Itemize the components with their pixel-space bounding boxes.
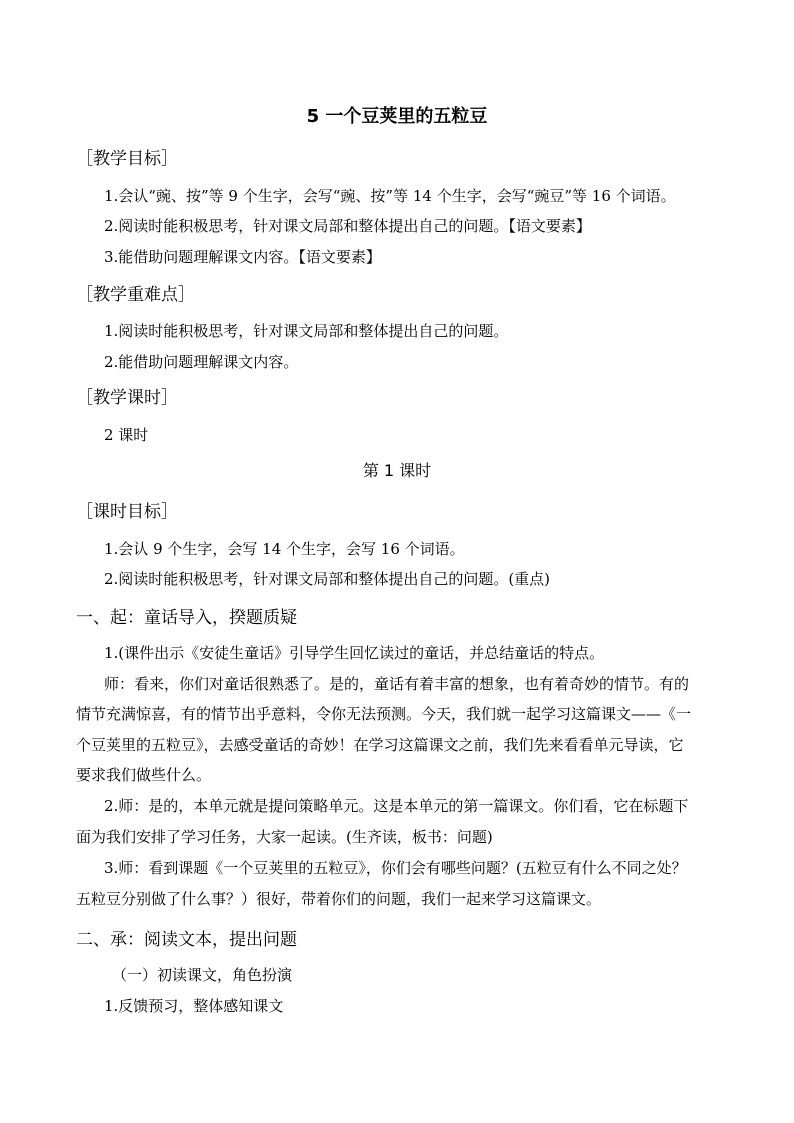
part1-heading: 一、起：童话导入，揆题质疑 [76,608,297,628]
key-point-item-1: 1.阅读时能积极思考，针对课文局部和整体提出自己的问题。 [104,322,509,340]
part1-line-6: 2.师：是的，本单元就是提问策略单元。这是本单元的第一篇课文。你们看，它在标题下 [104,797,689,815]
hours-value: 2 课时 [104,426,149,444]
part1-line-8: 3.师：看到课题《一个豆荚里的五粒豆》，你们会有哪些问题？(五粒豆有什么不同之处？ [104,859,687,877]
part2-subheading: （一）初读课文，角色扮演 [112,966,293,984]
part2-item-1: 1.反馈预习，整体感知课文 [104,997,284,1015]
part1-line-4: 个豆荚里的五粒豆》，去感受童话的奇妙！在学习这篇课文之前，我们先来看看单元导读，它 [76,736,684,754]
part1-line-1: 1.(课件出示《安徒生童话》引导学生回忆读过的童话，并总结童话的特点。 [104,644,605,662]
part1-line-7: 面为我们安排了学习任务，大家一起读。(生齐读，板书：问题) [76,828,493,846]
lesson-goal-item-2: 2.阅读时能积极思考，针对课文局部和整体提出自己的问题。(重点) [104,570,551,588]
part1-line-3: 情节充满惊喜，有的情节出乎意料，令你无法预测。今天，我们就一起学习这篇课文——《一 [76,705,692,723]
goal-item-2: 2.阅读时能积极思考，针对课文局部和整体提出自己的问题。【语文要素】 [104,217,591,235]
lesson1-title: 第 1 课时 [362,461,432,480]
key-points-heading: ［教学重难点］ [76,285,195,305]
goal-item-3: 3.能借助问题理解课文内容。【语文要素】 [104,248,381,266]
key-point-item-2: 2.能借助问题理解课文内容。 [104,353,299,371]
part2-heading: 二、承：阅读文本，提出问题 [76,930,297,950]
lesson-goals-heading: ［课时目标］ [76,502,178,522]
goals-heading: ［教学目标］ [76,149,178,169]
lesson-goal-item-1: 1.会认 9 个生字，会写 14 个生字，会写 16 个词语。 [104,540,465,558]
part1-line-5: 要求我们做些什么。 [76,766,212,784]
page-title: 5 一个豆荚里的五粒豆 [306,106,488,127]
goal-item-1: 1.会认“豌、按”等 9 个生字，会写“豌、按”等 14 个生字，会写“豌豆”等 16 个词语。 [104,187,676,205]
part1-line-9: 五粒豆分别做了什么事？）很好，带着你们的问题，我们一起来学习这篇课文。 [76,890,602,908]
part1-line-2: 师：看来，你们对童话很熟悉了。是的，童话有着丰富的想象，也有着奇妙的情节。有的 [104,675,690,693]
hours-heading: ［教学课时］ [76,388,178,408]
